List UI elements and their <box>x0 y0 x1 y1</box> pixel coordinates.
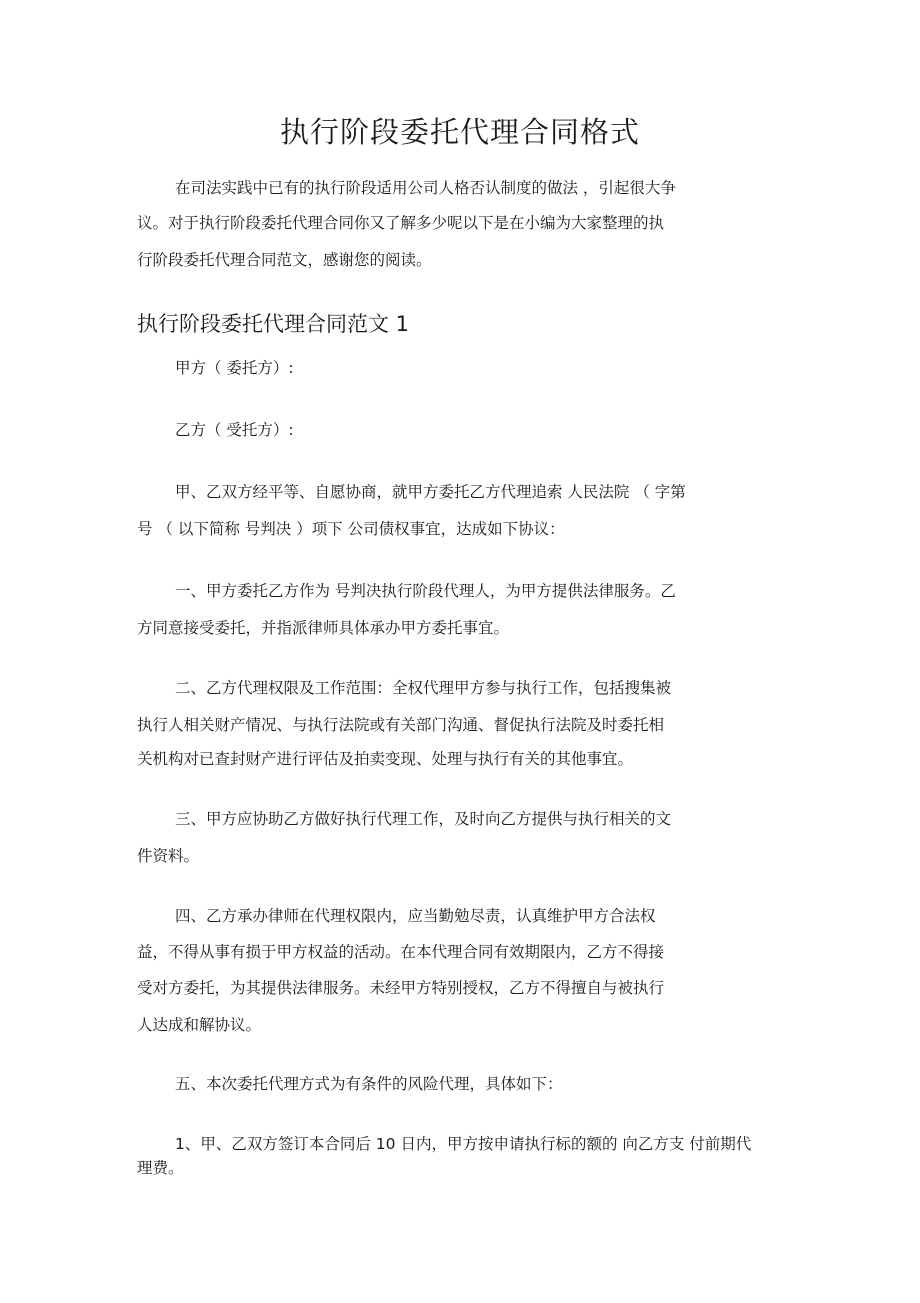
preamble-line-2: 号 （ 以下简称 号判决 ）项下 公司债权事宜，达成如下协议： <box>137 520 565 538</box>
clause-1-line-1: 一、甲方委托乙方作为 号判决执行阶段代理人，为甲方提供法律服务。乙 <box>175 582 676 600</box>
clause-4-line-1: 四、乙方承办律师在代理权限内，应当勤勉尽责，认真维护甲方合法权 <box>175 907 656 925</box>
intro-line-3: 行阶段委托代理合同范文，感谢您的阅读。 <box>137 251 432 269</box>
clause-4-line-4: 人达成和解协议。 <box>137 1016 262 1034</box>
clause-3-line-2: 件资料。 <box>137 847 200 865</box>
clause-5-1-line-2: 理费。 <box>137 1159 184 1177</box>
preamble-line-1: 甲、乙双方经平等、自愿协商，就甲方委托乙方代理追索 人民法院 （ 字第 <box>175 483 686 501</box>
clause-5-line: 五、本次委托代理方式为有条件的风险代理，具体如下： <box>175 1075 563 1093</box>
intro-line-2: 议。对于执行阶段委托代理合同你又了解多少呢以下是在小编为大家整理的执 <box>137 214 665 232</box>
document-title: 执行阶段委托代理合同格式 <box>279 115 640 149</box>
clause-2-line-3: 关机构对已查封财产进行评估及拍卖变现、处理与执行有关的其他事宜。 <box>137 750 634 768</box>
clause-1-line-2: 方同意接受委托，并指派律师具体承办甲方委托事宜。 <box>137 619 510 637</box>
section-heading: 执行阶段委托代理合同范文 1 <box>137 312 410 336</box>
clause-2-line-2: 执行人相关财产情况、与执行法院或有关部门沟通、督促执行法院及时委托相 <box>137 716 665 734</box>
clause-3-line-1: 三、甲方应协助乙方做好执行代理工作，及时向乙方提供与执行相关的文 <box>175 810 672 828</box>
clause-4-line-3: 受对方委托，为其提供法律服务。未经甲方特别授权，乙方不得擅自与被执行 <box>137 979 665 997</box>
clause-2-line-1: 二、乙方代理权限及工作范围：全权代理甲方参与执行工作，包括搜集被 <box>175 679 672 697</box>
party-b-line: 乙方（ 受托方）: <box>175 421 294 439</box>
clause-5-1-line-1: 1、甲、乙双方签订本合同后 10 日内，甲方按申请执行标的额的 向乙方支 付前期代 <box>175 1135 752 1153</box>
intro-line-1: 在司法实践中已有的执行阶段适用公司人格否认制度的做法 ，引起很大争 <box>175 179 676 197</box>
party-a-line: 甲方（ 委托方）: <box>175 359 294 377</box>
clause-4-line-2: 益，不得从事有损于甲方权益的活动。在本代理合同有效期限内，乙方不得接 <box>137 943 665 961</box>
